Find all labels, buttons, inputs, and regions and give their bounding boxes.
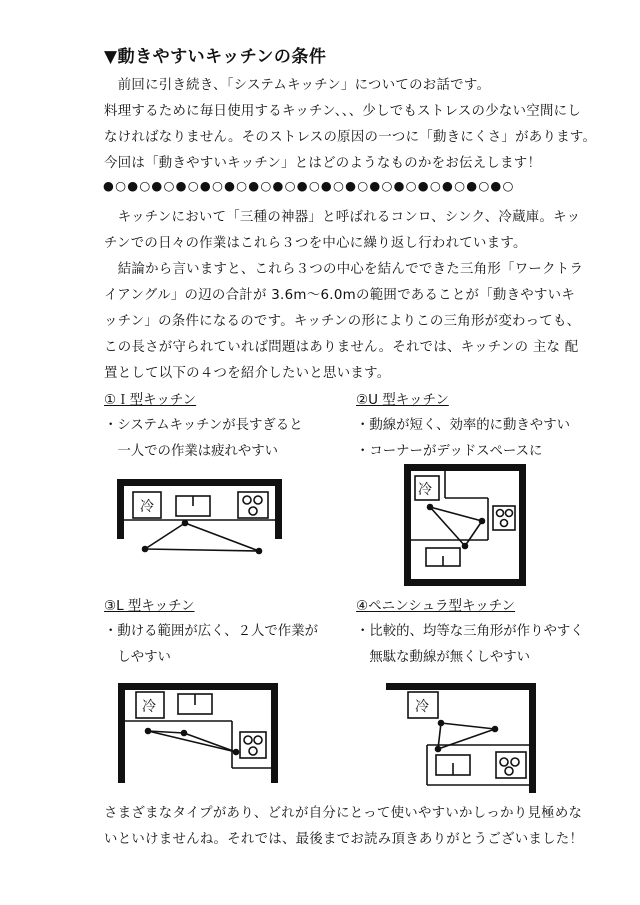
peninsula-type-diagram — [386, 683, 536, 793]
peninsula-type-bullet-2: 無駄な動線が無くしやすい — [356, 650, 531, 665]
intro-line-3: なければなりません。そのストレスの原因の一つに「動きにくさ」があります。 — [104, 130, 597, 145]
body-line-6: この長さが守られていれば問題はありません。それでは、キッチンの 主な 配 — [104, 340, 579, 355]
i-type-bullet-2: 一人での作業は疲れやすい — [104, 444, 279, 459]
peninsula-fridge-label: 冷 — [415, 699, 429, 715]
peninsula-type-heading: ④ペニンシュラ型キッチン — [356, 598, 516, 614]
peninsula-type-bullet-1: ・比較的、均等な三角形が作りやすく — [356, 624, 584, 639]
i-type-bullet-1: ・システムキッチンが長すぎると — [104, 418, 303, 433]
l-type-diagram — [118, 683, 278, 783]
i-type-heading: ①Ｉ型キッチン — [104, 392, 197, 408]
l-type-bullet-2: しやすい — [104, 650, 171, 665]
body-line-1: キッチンにおいて「三種の神器」と呼ばれるコンロ、シンク、冷蔵庫。キッ — [104, 210, 581, 225]
u-type-heading: ②U 型キッチン — [356, 392, 449, 408]
body-line-2: チンでの日々の作業はこれら３つを中心に繰り返し行われています。 — [104, 236, 527, 251]
body-line-4: イアングル」の辺の合計が 3.6m～6.0mの範囲であることが「動きやすいキ — [104, 288, 576, 303]
i-fridge-label: 冷 — [140, 499, 154, 515]
u-type-bullet-2: ・コーナーがデッドスペースに — [356, 444, 543, 459]
closing-line-2: いといけませんね。それでは、最後までお読み頂きありがとうございました！ — [104, 832, 584, 847]
body-line-5: ッチン」の条件になるのです。キッチンの形によりこの三角形が変わっても、 — [104, 314, 581, 329]
dot-separator: ●○●○●○●○●○●○●○●○●○●○●○●○●○●○●○●○●○ — [103, 178, 515, 193]
intro-line-4: 今回は「動きやすいキッチン」とはどのようなものかをお伝えします！ — [104, 156, 542, 171]
i-type-diagram — [117, 479, 282, 554]
closing-line-1: さまざまなタイプがあり、どれが自分にとって使いやすいかしっかり見極めな — [104, 806, 583, 821]
intro-line-1: 前回に引き続き、「システムキッチン」についてのお話です。 — [104, 78, 491, 93]
l-fridge-label: 冷 — [142, 699, 156, 715]
l-type-bullet-1: ・動ける範囲が広く、２人で作業が — [104, 624, 318, 639]
u-type-bullet-1: ・動線が短く、効率的に動きやすい — [356, 418, 570, 433]
intro-line-2: 料理するために毎日使用するキッチン、、、少しでもストレスの少ない空間にし — [104, 104, 582, 119]
l-type-heading: ③L 型キッチン — [104, 598, 195, 614]
page-title: ▼動きやすいキッチンの条件 — [104, 47, 327, 67]
body-line-7: 置として以下の４つを紹介したいと思います。 — [104, 366, 391, 381]
u-fridge-label: 冷 — [418, 482, 432, 498]
body-line-3: 結論から言いますと、これら３つの中心を結んでできた三角形「ワークトラ — [104, 262, 584, 277]
